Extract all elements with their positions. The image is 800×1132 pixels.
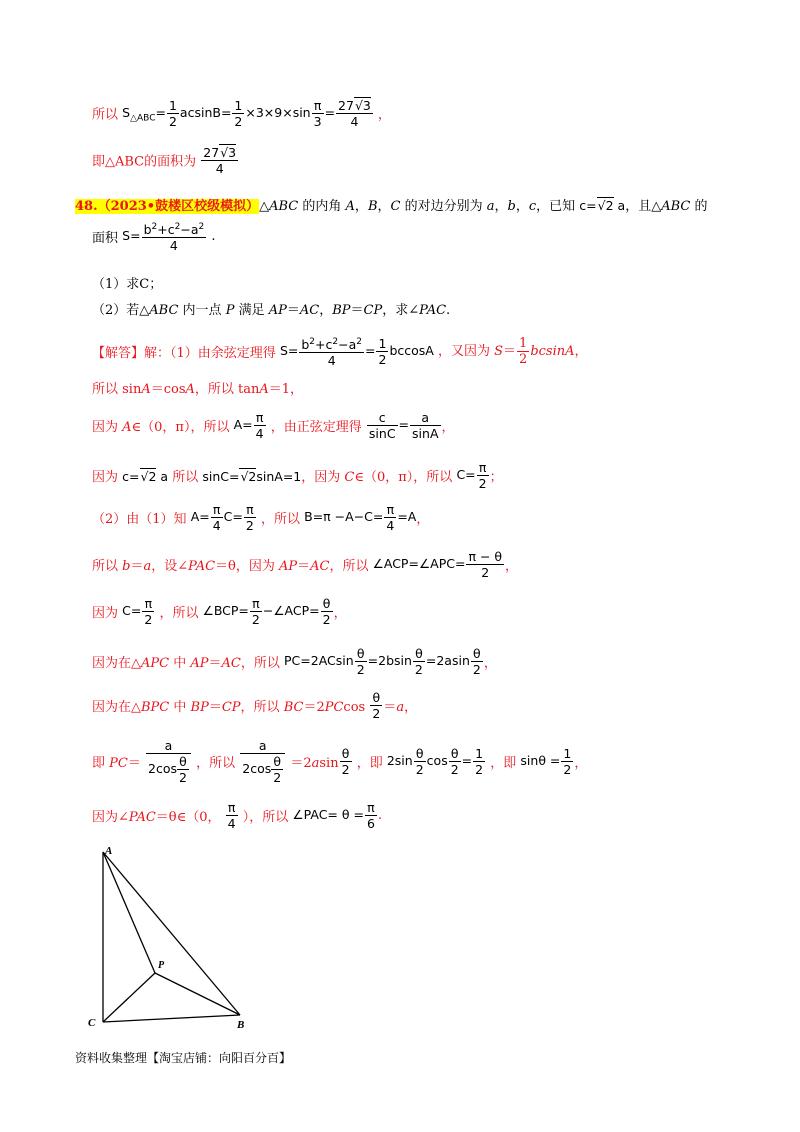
problem-48-stem (75, 195, 707, 214)
segment-AP (103, 852, 155, 973)
problem-number-source (75, 199, 259, 214)
segment-CB (103, 1015, 240, 1022)
vertex-label-C: C (88, 1017, 96, 1029)
solution-line-11: 因为∠PAC＝θ∈（0， $\frac{\pi}{4}$ ），所以 ∠PAC= θ = $\frac{\pi}{6}$ . (92, 800, 383, 831)
footer-text: 资料收集整理【淘宝店铺：向阳百分百】 (75, 1051, 292, 1065)
vertex-label-A: A (105, 845, 113, 857)
question-2: （2）若△ABC 内一点 P 满足 AP＝AC，BP＝CP，求∠PAC. (92, 303, 451, 318)
solution-line-5: （2）由（1）知 A= $\frac{\pi}{4}$ C= $\frac{\pi}{2}$ ，所以 B=π −A−C= $\frac{\pi}{4}$ =A， (92, 502, 430, 533)
area-formula: S= $\frac{b^2+c^2-a^2}{4}$ (122, 222, 205, 254)
solution-line-9: 因为在△BPC 中 BP＝CP，所以 BC＝2PCcos $\frac{\theta}{2}$ ＝a， (92, 690, 418, 721)
prev-line1-prefix: 所以 (92, 107, 119, 123)
solution-line-10: 即 PC＝ a 2cos $\frac{\theta}{2}$ ，所以 a 2cos $\frac{\theta}{2}$ ＝2asin $\frac{\theta}{2}$ ，即 2sin $\frac{\theta}{2}$ cos $\frac{\theta}{2}$ = $\frac{1}{2}$ ，即 sinθ = $\frac{1}{2}$ ， (92, 738, 588, 785)
solution-line-4: 因为 c=√2 a 所以 sinC=√2sinA=1，因为 C∈（0，π），所以 C= $\frac{\pi}{2}$ ； (92, 460, 503, 491)
prev-area-value: $\frac{27√3}{4}$ (203, 145, 237, 176)
solution-line-2: 所以 sinA＝cosA，所以 tanA＝1， (92, 382, 304, 397)
solution-line-8: 因为在△APC 中 AP＝AC，所以 PC=2ACsin $\frac{\theta}{2}$ =2bsin $\frac{\theta}{2}$ =2asin $\frac{\theta}{2}$ ， (92, 646, 497, 677)
problem-stem-line1: △ABC 的内角 A，B，C 的对边分别为 a，b，c，已知 c=√2 a，且△ABC 的 (259, 198, 708, 214)
solution-line-6: 所以 b＝a，设∠PAC＝θ，因为 AP＝AC，所以 ∠ACP=∠APC= $\frac{\pi - \theta}{2}$ ， (92, 549, 519, 580)
comma: ， (377, 107, 391, 123)
prev-answer-line2 (92, 144, 239, 176)
vertex-label-B: B (237, 1019, 245, 1031)
solution-line-7: 因为 C= $\frac{\pi}{2}$ ，所以 ∠BCP= $\frac{\pi}{2}$ −∠ACP= $\frac{\theta}{2}$ ， (92, 596, 347, 627)
stem2-prefix: 面积 (92, 231, 119, 247)
prev-line2-prefix: 即△ABC的面积为 (92, 154, 197, 170)
solution-line-3: 因为 A∈（0，π），所以 A= $\frac{\pi}{4}$ ，由正弦定理得 $\frac{c}{\sin C}$ = $\frac{a}{\sin A}$ ， (92, 410, 455, 441)
solution-tag: 【解答】 (92, 346, 145, 362)
triangle-figure (85, 840, 265, 1035)
solution-line-1: 【解答】解：（1）由余弦定理得 S= $\frac{b^2+c^2-a^2}{4}$ = $\frac{1}{2}$ bccosA ，又因为 S＝ $\frac{1}{2}$ bcsinA， (92, 336, 588, 369)
problem-48-stem-line2 (92, 220, 216, 253)
prev-answer-line1 (92, 97, 391, 129)
segment-PB (155, 973, 240, 1015)
question-1: （1）求C； (92, 277, 163, 292)
segment-AB (103, 852, 240, 1015)
point-label-P: P (158, 960, 165, 971)
problem-number: 48. (75, 199, 98, 214)
stem2-end: . (211, 229, 216, 245)
prev-area-formula: $S_{\triangle ABC}=$ $\frac{1}{2}$ acsinB= $\frac{1}{2}$ ×3×9×sin $\frac{\pi}{3}$ = $\frac{27√3}{4}$ (122, 97, 371, 129)
problem-source: （2023•鼓楼区校级模拟） (97, 199, 260, 214)
segment-PC (103, 973, 155, 1022)
